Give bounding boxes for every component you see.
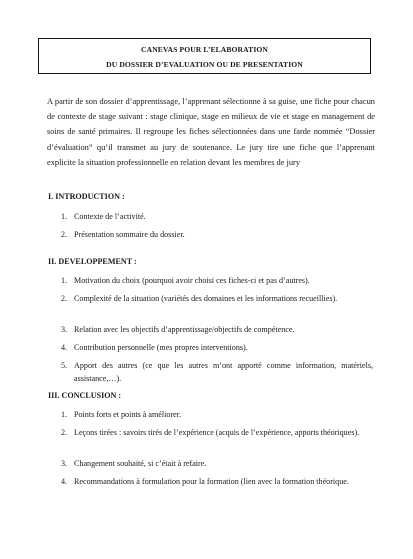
section-title-introduction: I. INTRODUCTION : <box>48 192 125 201</box>
item-number: 1. <box>61 276 68 285</box>
item-text: Points forts et points à améliorer. <box>74 410 182 419</box>
item-number: 2. <box>61 230 68 239</box>
item-text: Apport des autres (ce que les autres m’ont apporté comme information, matériels, assistance,…). <box>74 361 373 383</box>
item-number: 3. <box>61 325 68 334</box>
intro-paragraph: A partir de son dossier d’apprentissage, l’apprenant sélectionne à sa guise, une fiche pour chacun de contexte de stage suivant : stage clinique, stage en milieux de vie et stage en management de soins de santé primaires. Il regroupe les fiches sélectionnées dans une farde nommée “Dossier d’évaluation” qu’il transmet au jury de soutenance. Le jury tire une fiche que l’apprenant explicite la situation professionnelle en relation devant les membres de jury <box>47 97 375 167</box>
item-text: Relation avec les objectifs d’apprentissage/objectifs de compétence. <box>74 325 295 334</box>
item-number: 4. <box>61 343 68 352</box>
document-title-line-1: CANEVAS POUR L’ELABORATION <box>141 45 268 54</box>
item-number: 3. <box>61 459 68 468</box>
item-text: Motivation du choix (pourquoi avoir choisi ces fiches-ci et pas d’autres). <box>74 276 310 285</box>
item-text: Présentation sommaire du dossier. <box>74 230 185 239</box>
item-text: Complexité de la situation (variétés des domaines et les informations recueillies). <box>74 294 338 303</box>
section-title-conclusion: III. CONCLUSION : <box>48 391 122 400</box>
item-text: Changement souhaité, si c’était à refaire. <box>74 459 207 468</box>
document-title-box <box>38 38 371 74</box>
item-number: 4. <box>61 477 68 486</box>
item-number: 2. <box>61 294 68 303</box>
item-text: Contexte de l’activité. <box>74 212 146 221</box>
item-text: Contribution personnelle (mes propres interventions). <box>74 343 248 352</box>
document-title-line-2: DU DOSSIER D’EVALUATION OU DE PRESENTATION <box>106 60 303 69</box>
item-number: 1. <box>61 410 68 419</box>
section-title-developpement: II. DEVELOPPEMENT : <box>48 257 137 266</box>
item-number: 2. <box>61 428 68 437</box>
item-text: Recommandations à formulation pour la formation (lien avec la formation théorique. <box>74 477 349 486</box>
item-text: Leçons tirées : savoirs tirés de l’expérience (acquis de l’expérience, apports théoriques). <box>74 428 360 437</box>
item-number: 1. <box>61 212 68 221</box>
item-number: 5. <box>61 361 68 370</box>
